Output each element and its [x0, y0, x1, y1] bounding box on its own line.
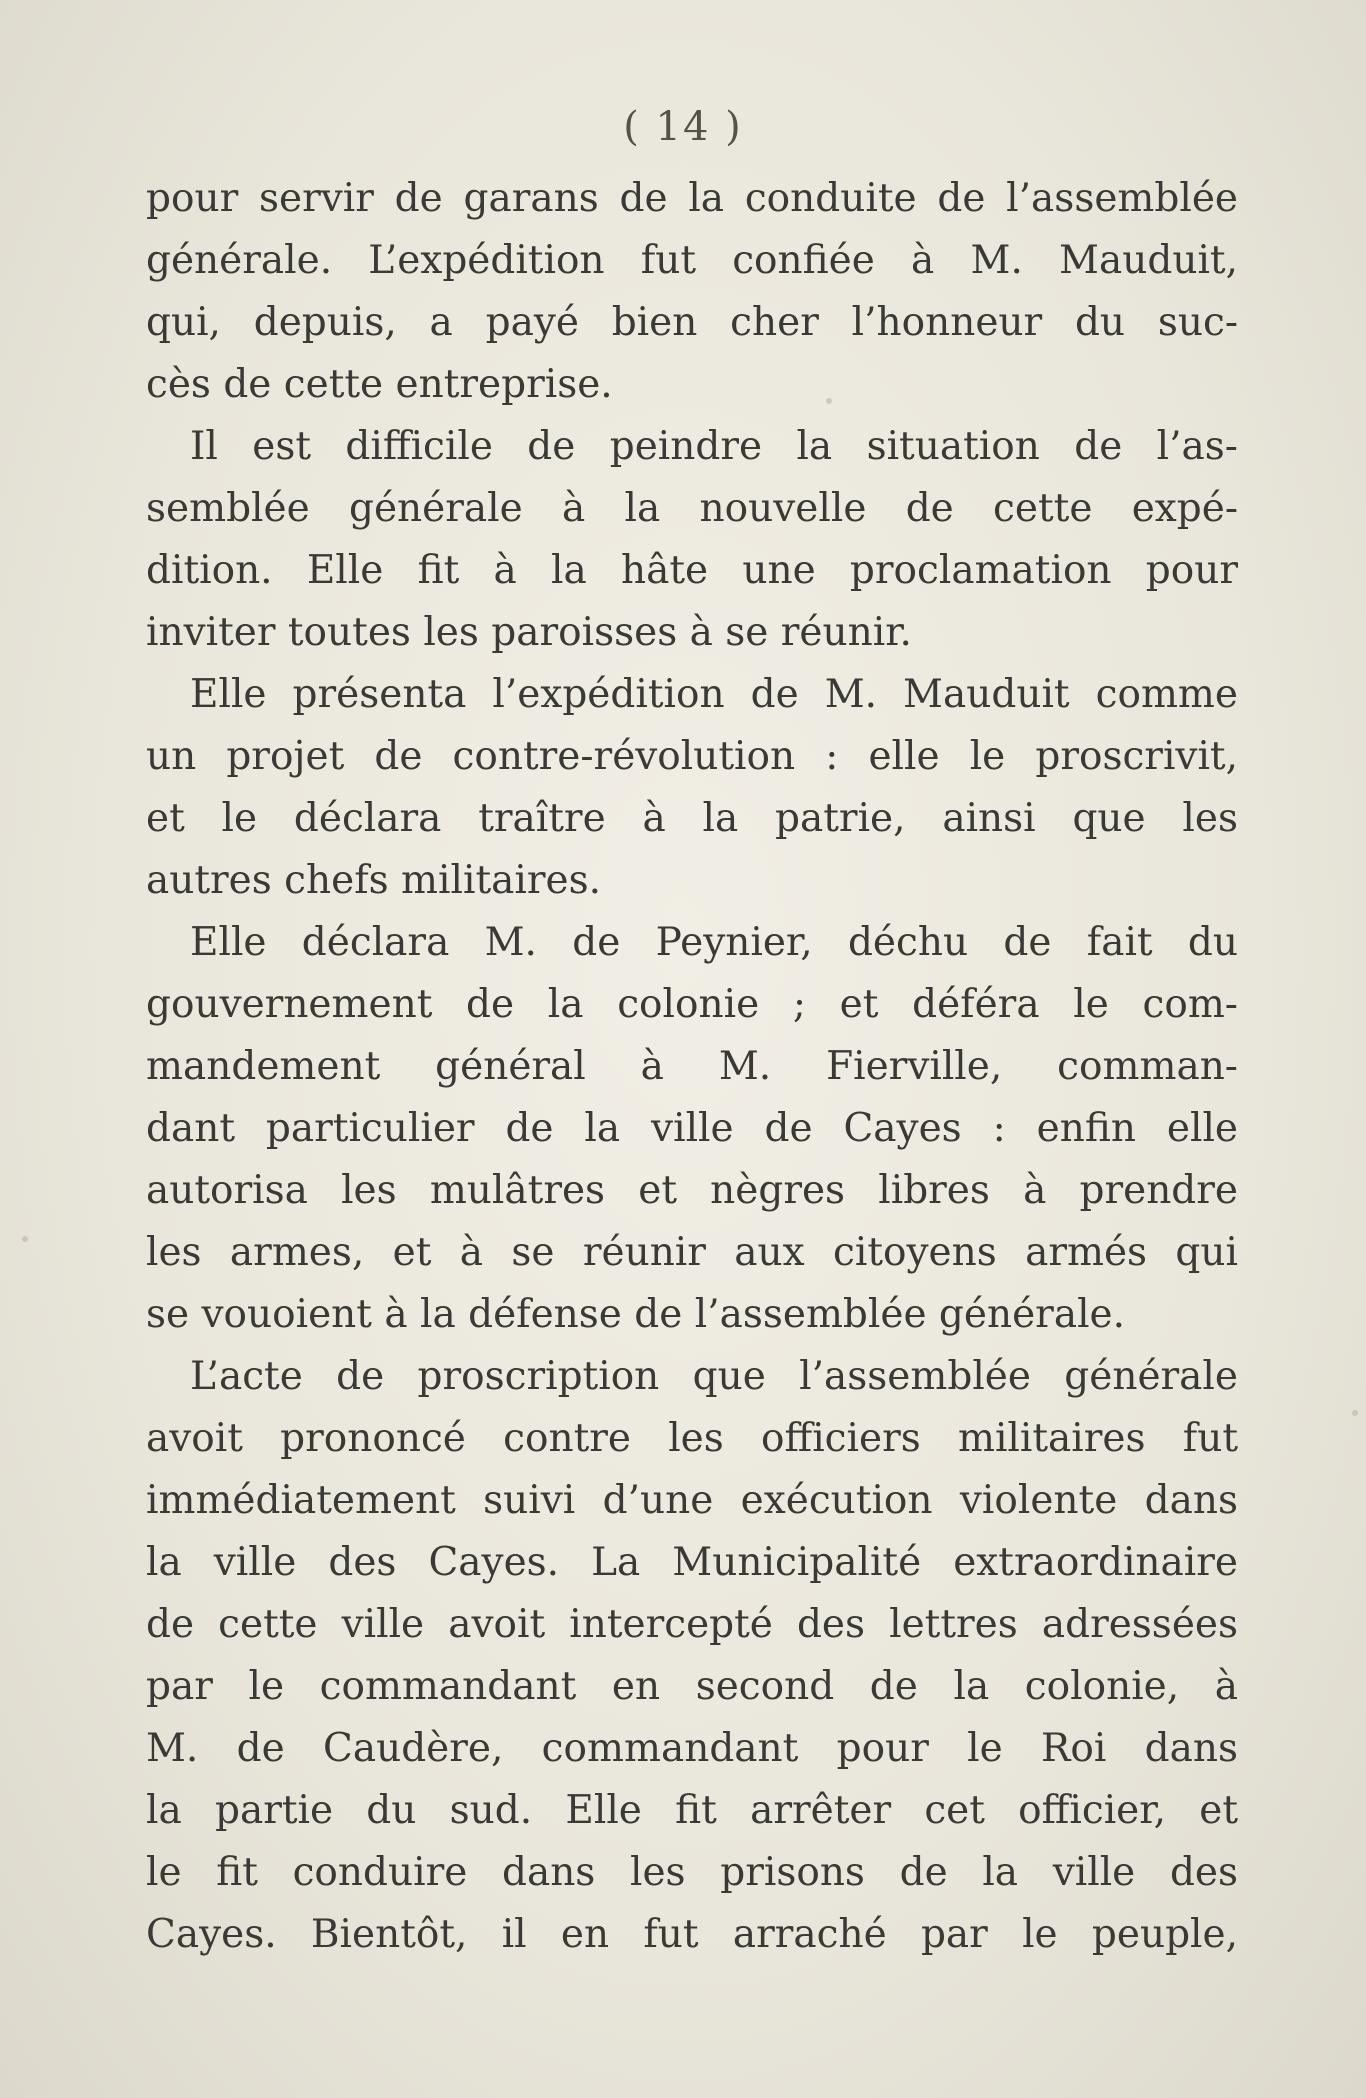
- text-line: L’acte de proscription que l’assemblée générale: [190, 1354, 1238, 1399]
- text-line: M. de Caudère, commandant pour le Roi dans: [146, 1726, 1238, 1771]
- text-line: inviter toutes les paroisses à se réunir.: [146, 610, 912, 655]
- text-line: se vouoient à la défense de l’assemblée générale.: [146, 1292, 1126, 1337]
- text-line: autres chefs militaires.: [146, 858, 601, 903]
- text-line: et le déclara traître à la patrie, ainsi que les: [146, 796, 1238, 841]
- text-line: qui, depuis, a payé bien cher l’honneur du suc-: [146, 300, 1238, 345]
- text-line: par le commandant en second de la colonie, à: [146, 1664, 1238, 1709]
- text-line: un projet de contre-révolution : elle le proscrivit,: [146, 734, 1238, 779]
- paper-speck: [826, 398, 832, 404]
- text-line: semblée générale à la nouvelle de cette expé-: [146, 486, 1238, 531]
- text-line: la partie du sud. Elle fit arrêter cet officier, et: [146, 1788, 1238, 1833]
- text-line: dant particulier de la ville de Cayes : enfin elle: [146, 1106, 1238, 1151]
- text-line: les armes, et à se réunir aux citoyens armés qui: [146, 1230, 1238, 1275]
- text-line: cès de cette entreprise.: [146, 362, 613, 407]
- text-line: Elle présenta l’expédition de M. Mauduit comme: [190, 672, 1238, 717]
- text-line: immédiatement suivi d’une exécution violente dans: [146, 1478, 1238, 1523]
- paper-speck: [1352, 1410, 1358, 1416]
- text-line: gouvernement de la colonie ; et déféra le com-: [146, 982, 1238, 1027]
- page-number: ( 14 ): [623, 104, 743, 150]
- text-line: générale. L’expédition fut confiée à M. Mauduit,: [146, 238, 1238, 283]
- text-line: de cette ville avoit intercepté des lettres adressées: [146, 1602, 1238, 1647]
- paper-speck: [22, 1236, 28, 1242]
- text-line: le fit conduire dans les prisons de la ville des: [146, 1850, 1238, 1895]
- text-line: autorisa les mulâtres et nègres libres à prendre: [146, 1168, 1238, 1213]
- text-line: mandement général à M. Fierville, comman-: [146, 1044, 1238, 1089]
- text-line: pour servir de garans de la conduite de l’assemblée: [146, 176, 1238, 221]
- text-line: avoit prononcé contre les officiers militaires fut: [146, 1416, 1238, 1461]
- page-text-block: [146, 168, 1238, 1966]
- text-line: Elle déclara M. de Peynier, déchu de fait du: [190, 920, 1238, 965]
- text-line: Il est difficile de peindre la situation de l’as-: [190, 424, 1238, 469]
- text-line: la ville des Cayes. La Municipalité extraordinaire: [146, 1540, 1238, 1585]
- text-line: Cayes. Bientôt, il en fut arraché par le peuple,: [146, 1912, 1238, 1957]
- text-line: dition. Elle fit à la hâte une proclamation pour: [146, 548, 1238, 593]
